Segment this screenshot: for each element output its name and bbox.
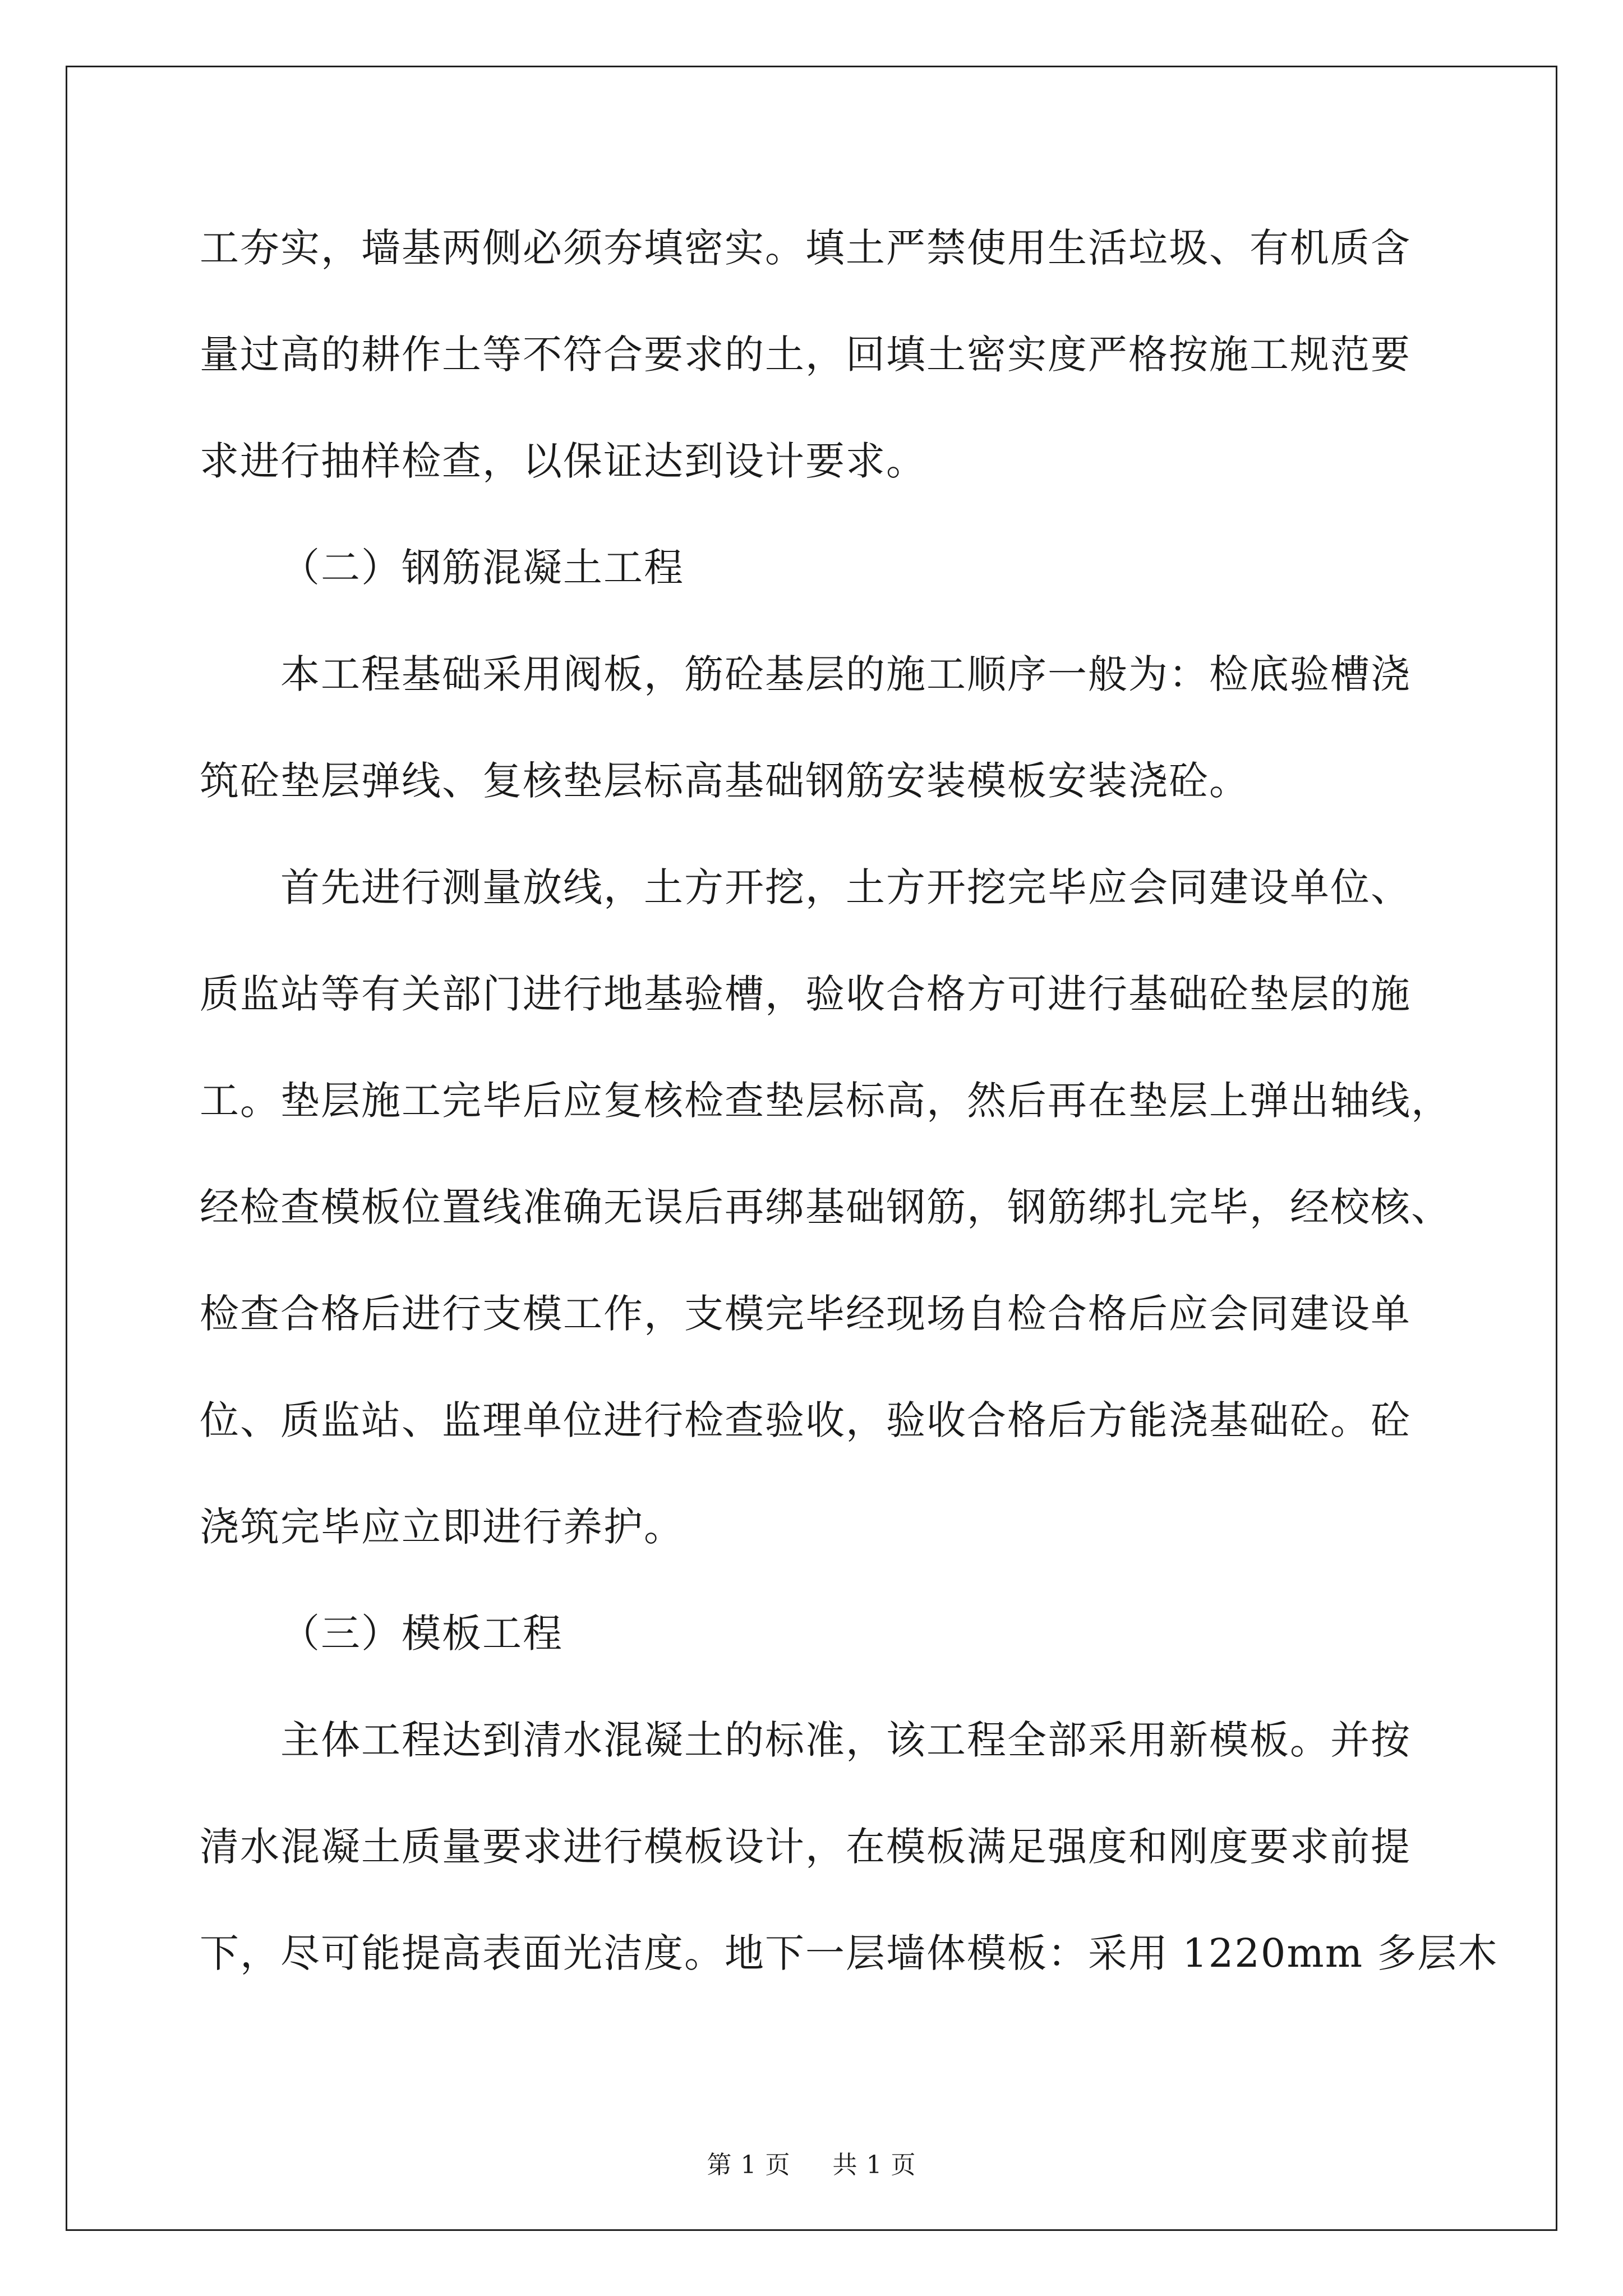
section-heading-2: （二）钢筋混凝土工程: [280, 545, 684, 591]
body-line-6: 筑砼垫层弹线、复核垫层标高基础钢筋安装模板安装浇砼。: [200, 758, 1249, 804]
body-line-11: 检查合格后进行支模工作，支模完毕经现场自检合格后应会同建设单: [200, 1291, 1411, 1337]
body-line-13: 浇筑完毕应立即进行养护。: [200, 1504, 684, 1550]
page-footer: [0, 2148, 1623, 2182]
body-line-16: 清水混凝土质量要求进行模板设计，在模板满足强度和刚度要求前提: [200, 1824, 1411, 1870]
body-line-9: 工。垫层施工完毕后应复核检查垫层标高，然后再在垫层上弹出轴线，: [200, 1078, 1451, 1124]
body-line-7: 首先进行测量放线，土方开挖，土方开挖完毕应会同建设单位、: [280, 864, 1411, 910]
body-line-8: 质监站等有关部门进行地基验槽，验收合格方可进行基础砼垫层的施: [200, 971, 1411, 1017]
body-line-15: 主体工程达到清水混凝土的标准，该工程全部采用新模板。并按: [280, 1717, 1411, 1763]
body-line-10: 经检查模板位置线准确无误后再绑基础钢筋，钢筋绑扎完毕，经校核、: [200, 1184, 1451, 1230]
body-line-12: 位、质监站、监理单位进行检查验收，验收合格后方能浇基础砼。砼: [200, 1397, 1411, 1443]
page-border: [66, 66, 1557, 2231]
page-number: 第 1 页: [707, 2151, 791, 2179]
page-total: 共 1 页: [832, 2151, 916, 2179]
section-heading-3: （三）模板工程: [280, 1611, 563, 1657]
body-line-5: 本工程基础采用阀板，筋砼基层的施工顺序一般为：检底验槽浇: [280, 651, 1411, 697]
body-line-17: 下，尽可能提高表面光洁度。地下一层墙体模板：采用 1220mm 多层木: [200, 1930, 1498, 1976]
body-line-3: 求进行抽样检查，以保证达到设计要求。: [200, 438, 926, 484]
body-line-2: 量过高的耕作土等不符合要求的土，回填土密实度严格按施工规范要: [200, 332, 1411, 378]
body-line-1: 工夯实，墙基两侧必须夯填密实。填土严禁使用生活垃圾、有机质含: [200, 225, 1411, 271]
